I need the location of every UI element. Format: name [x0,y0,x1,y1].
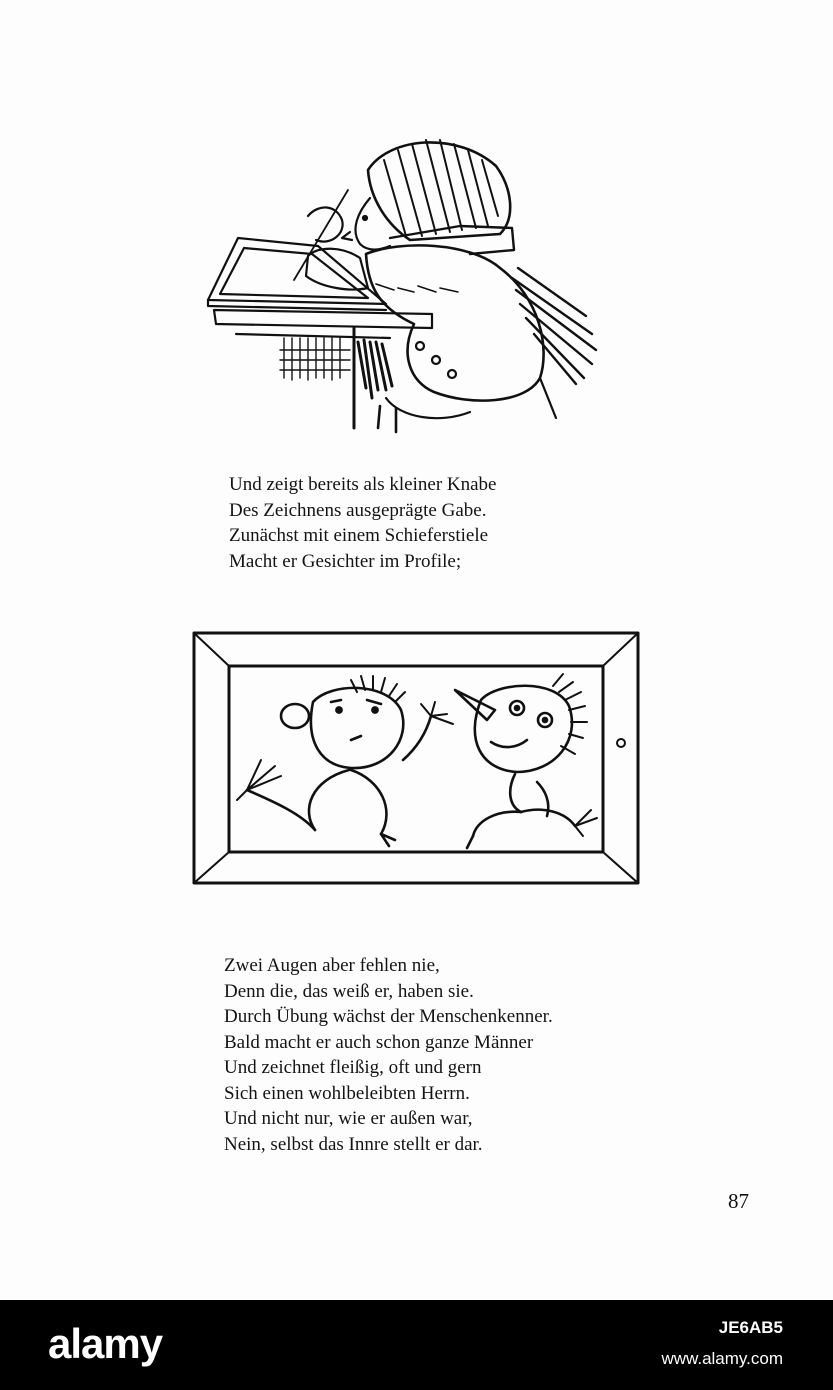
verse-line: Sich einen wohlbeleibten Herrn. [224,1082,470,1104]
verse-line: Zwei Augen aber fehlen nie, [224,955,440,976]
verse-line: Durch Übung wächst der Menschenkenner. [224,1006,553,1027]
brand-logo: alamy [48,1320,163,1367]
verse-line: Zunächst mit einem Schieferstiele [229,525,489,546]
boy-drawing-on-slate-icon [200,128,610,438]
image-id: JE6AB5 [718,1318,783,1337]
verse-line: Und zeigt bereits als kleiner Knabe [229,474,497,495]
verse-line: Denn die, das weiß er, haben sie. [224,980,474,1002]
stanza-one [229,472,496,574]
slate-with-two-faces-icon [191,630,641,888]
verse-line: Macht er Gesichter im Profile; [229,550,462,572]
verse-line: Und nicht nur, wie er außen war, [224,1108,473,1129]
site-url: www.alamy.com [661,1349,783,1368]
stanza-two [224,953,553,1157]
page-number: 87 [728,1189,749,1213]
verse-line: Des Zeichnens ausgeprägte Gabe. [229,499,487,521]
watermark-footer [0,1300,833,1390]
verse-line: Nein, selbst das Innre stellt er dar. [224,1133,483,1155]
verse-line: Bald macht er auch schon ganze Männer [224,1031,534,1053]
verse-line: Und zeichnet fleißig, oft und gern [224,1057,482,1078]
